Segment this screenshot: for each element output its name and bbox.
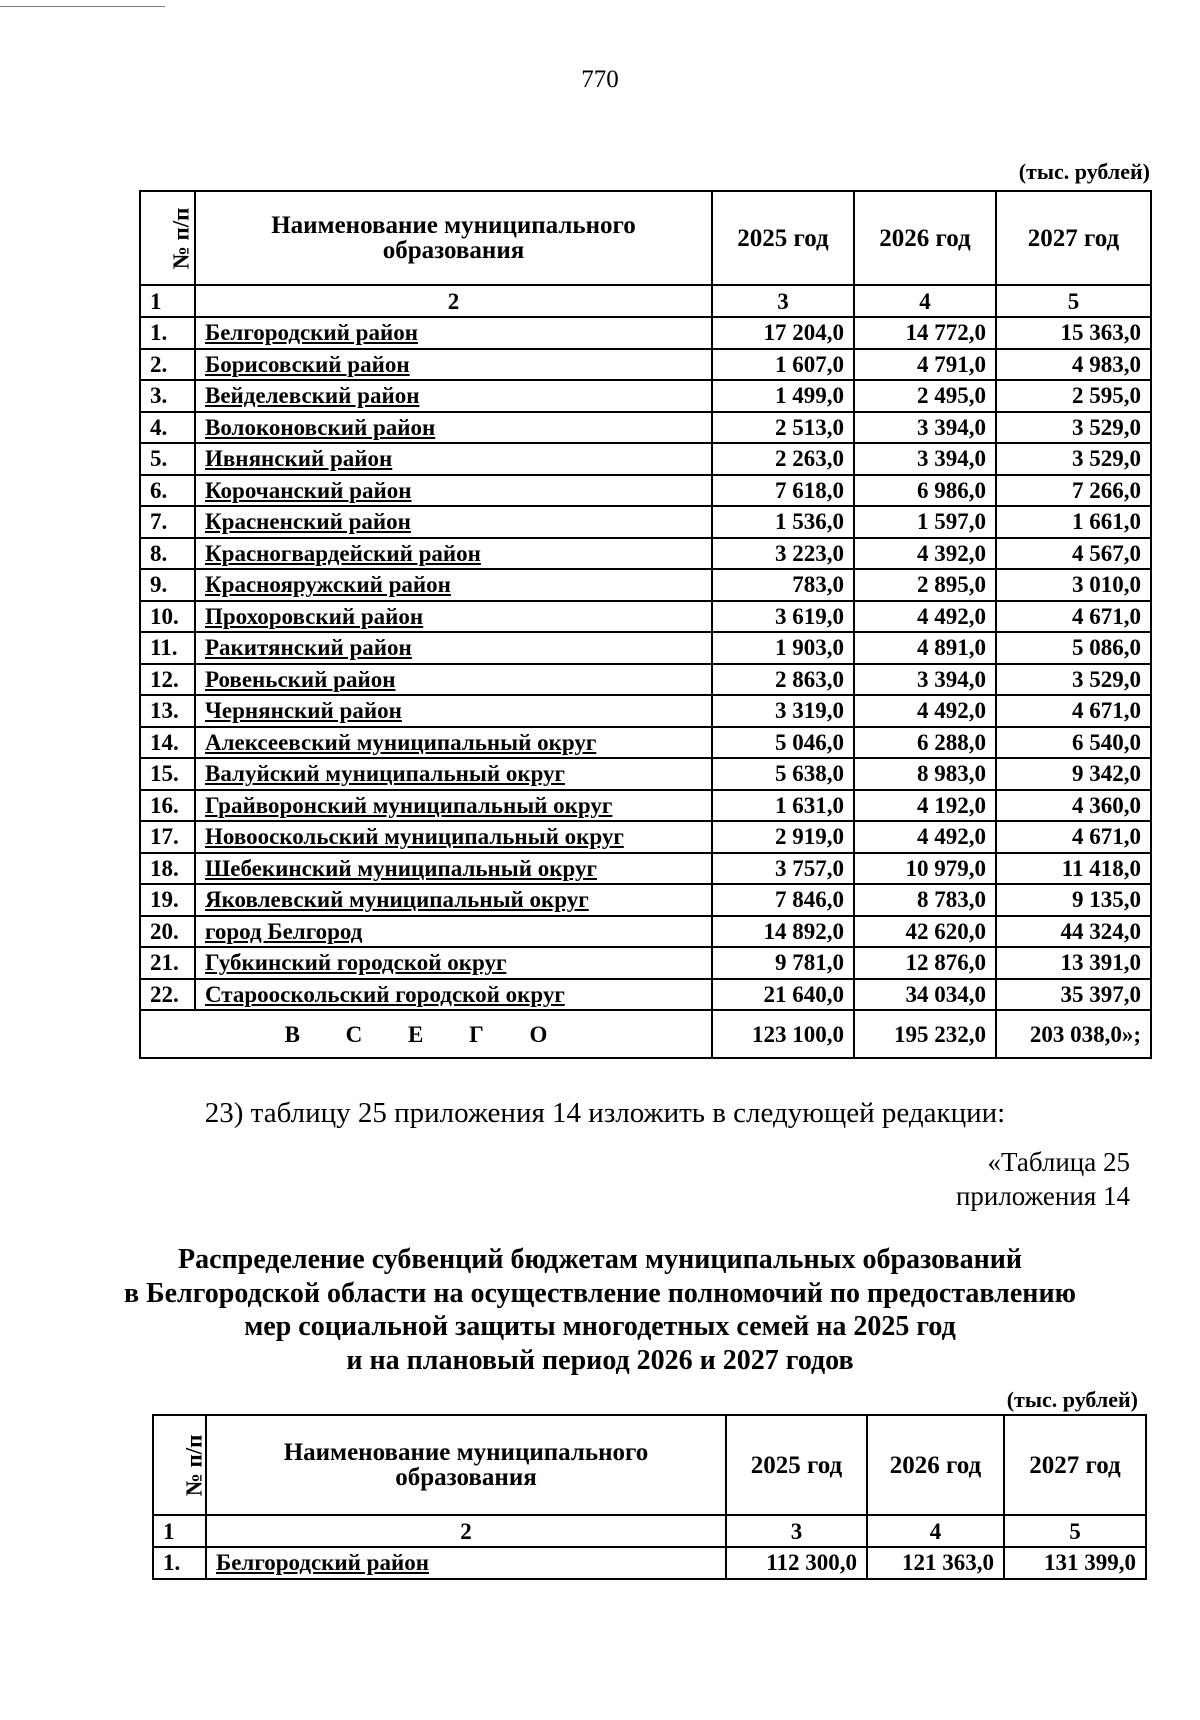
row-number: 1.: [140, 317, 195, 349]
value-2026: 2 895,0: [854, 569, 996, 601]
value-2025: 9 781,0: [712, 947, 854, 979]
table-row: [140, 443, 1151, 475]
row-number: 2.: [140, 349, 195, 381]
value-2027: 3 529,0: [996, 443, 1151, 475]
municipality-name: Красногвардейский район: [195, 538, 712, 570]
table2: [152, 1414, 1147, 1580]
table-row: [140, 916, 1151, 948]
value-2026: 8 983,0: [854, 758, 996, 790]
value-2027: 13 391,0: [996, 947, 1151, 979]
row-number: 19.: [140, 884, 195, 916]
heading-line-4: и на плановый период 2026 и 2027 годов: [346, 1344, 854, 1376]
municipality-name: Шебекинский муниципальный округ: [195, 853, 712, 885]
municipality-name: Чернянский район: [195, 695, 712, 727]
row-number: 15.: [140, 758, 195, 790]
total-2026: 195 232,0: [854, 1010, 996, 1058]
value-2025: 112 300,0: [726, 1547, 867, 1579]
header-2027: 2027 год: [996, 191, 1151, 285]
total-2027: 203 038,0»;: [996, 1010, 1151, 1058]
value-2027: 3 010,0: [996, 569, 1151, 601]
row-number: 9.: [140, 569, 195, 601]
value-2026: 4 891,0: [854, 632, 996, 664]
municipality-name: Краснояружский район: [195, 569, 712, 601]
value-2027: 4 567,0: [996, 538, 1151, 570]
value-2027: 2 595,0: [996, 380, 1151, 412]
page-number: 770: [581, 66, 619, 93]
value-2025: 1 536,0: [712, 506, 854, 538]
value-2026: 4 492,0: [854, 695, 996, 727]
municipality-name: Белгородский район: [195, 317, 712, 349]
amendment-paragraph: 23) таблицу 25 приложения 14 изложить в следующей редакции:: [204, 1097, 1006, 1129]
row-number: 5.: [140, 443, 195, 475]
municipality-name: Корочанский район: [195, 475, 712, 507]
heading-line-3: мер социальной защиты многодетных семей на 2025 год: [244, 1311, 956, 1343]
table1: [139, 190, 1152, 1059]
table-row: [140, 506, 1151, 538]
table-row: [140, 317, 1151, 349]
header-num: № п/п: [140, 191, 195, 285]
table-row: [140, 947, 1151, 979]
value-2025: 1 903,0: [712, 632, 854, 664]
row-number: 18.: [140, 853, 195, 885]
table-row: [140, 790, 1151, 822]
municipality-name: Ивнянский район: [195, 443, 712, 475]
value-2027: 5 086,0: [996, 632, 1151, 664]
value-2025: 1 499,0: [712, 380, 854, 412]
column-numbers-row: 1 2 3 4 5: [153, 1515, 1146, 1547]
table1-unit: (тыс. рублей): [1018, 159, 1150, 184]
value-2025: 17 204,0: [712, 317, 854, 349]
value-2026: 8 783,0: [854, 884, 996, 916]
row-number: 1.: [153, 1547, 206, 1579]
table-row: [140, 979, 1151, 1011]
table1-body: [140, 317, 1151, 1010]
row-number: 7.: [140, 506, 195, 538]
row-number: 21.: [140, 947, 195, 979]
total-row: [140, 1010, 1151, 1058]
value-2027: 4 360,0: [996, 790, 1151, 822]
value-2027: 44 324,0: [996, 916, 1151, 948]
value-2025: 2 919,0: [712, 821, 854, 853]
value-2025: 2 513,0: [712, 412, 854, 444]
table-row: [140, 538, 1151, 570]
municipality-name: Ровеньский район: [195, 664, 712, 696]
value-2025: 14 892,0: [712, 916, 854, 948]
value-2026: 4 392,0: [854, 538, 996, 570]
row-number: 14.: [140, 727, 195, 759]
value-2026: 4 492,0: [854, 821, 996, 853]
table-row: [140, 758, 1151, 790]
total-2025: 123 100,0: [712, 1010, 854, 1058]
table-row: [140, 349, 1151, 381]
value-2025: 1 607,0: [712, 349, 854, 381]
row-number: 11.: [140, 632, 195, 664]
value-2025: 5 046,0: [712, 727, 854, 759]
value-2027: 9 342,0: [996, 758, 1151, 790]
value-2027: 4 671,0: [996, 601, 1151, 633]
value-2027: 11 418,0: [996, 853, 1151, 885]
header-2025: 2025 год: [712, 191, 854, 285]
value-2026: 6 986,0: [854, 475, 996, 507]
table-row: [140, 727, 1151, 759]
table-row: [140, 412, 1151, 444]
table-row: [140, 853, 1151, 885]
value-2025: 7 846,0: [712, 884, 854, 916]
header-2025: 2025 год: [726, 1415, 867, 1515]
municipality-name: Борисовский район: [195, 349, 712, 381]
value-2026: 3 394,0: [854, 664, 996, 696]
table-row: [140, 664, 1151, 696]
value-2025: 1 631,0: [712, 790, 854, 822]
header-2026: 2026 год: [854, 191, 996, 285]
value-2027: 3 529,0: [996, 664, 1151, 696]
row-number: 6.: [140, 475, 195, 507]
value-2026: 3 394,0: [854, 412, 996, 444]
value-2026: 42 620,0: [854, 916, 996, 948]
municipality-name: Валуйский муниципальный округ: [195, 758, 712, 790]
municipality-name: Губкинский городской округ: [195, 947, 712, 979]
municipality-name: Прохоровский район: [195, 601, 712, 633]
total-label: В С Е Г О: [140, 1010, 712, 1058]
value-2025: 2 863,0: [712, 664, 854, 696]
municipality-name: город Белгород: [195, 916, 712, 948]
table2-unit: (тыс. рублей): [1006, 1387, 1138, 1412]
municipality-name: Волоконовский район: [195, 412, 712, 444]
table-row: [140, 380, 1151, 412]
value-2027: 35 397,0: [996, 979, 1151, 1011]
value-2025: 3 319,0: [712, 695, 854, 727]
header-num: № п/п: [153, 1415, 206, 1515]
value-2027: 1 661,0: [996, 506, 1151, 538]
value-2026: 2 495,0: [854, 380, 996, 412]
value-2026: 12 876,0: [854, 947, 996, 979]
municipality-name: Старооскольский городской округ: [195, 979, 712, 1011]
table2-body: [153, 1547, 1146, 1579]
scan-corner-line: [0, 6, 165, 7]
table-row: [140, 569, 1151, 601]
row-number: 10.: [140, 601, 195, 633]
heading-line-1: Распределение субвенций бюджетам муниципальных образований: [178, 1244, 1022, 1275]
value-2025: 21 640,0: [712, 979, 854, 1011]
value-2025: 2 263,0: [712, 443, 854, 475]
row-number: 20.: [140, 916, 195, 948]
table-row: [153, 1547, 1146, 1579]
row-number: 16.: [140, 790, 195, 822]
value-2025: 783,0: [712, 569, 854, 601]
value-2026: 4 791,0: [854, 349, 996, 381]
row-number: 17.: [140, 821, 195, 853]
municipality-name: Белгородский район: [206, 1547, 726, 1579]
table-row: [140, 601, 1151, 633]
value-2027: 6 540,0: [996, 727, 1151, 759]
row-number: 4.: [140, 412, 195, 444]
value-2026: 1 597,0: [854, 506, 996, 538]
value-2027: 4 983,0: [996, 349, 1151, 381]
row-number: 13.: [140, 695, 195, 727]
row-number: 12.: [140, 664, 195, 696]
heading-line-2: в Белгородской области на осуществление полномочий по предоставлению: [124, 1277, 1076, 1309]
row-number: 22.: [140, 979, 195, 1011]
municipality-name: Красненский район: [195, 506, 712, 538]
caption-line-2: приложения 14: [955, 1180, 1130, 1211]
value-2027: 9 135,0: [996, 884, 1151, 916]
value-2027: 4 671,0: [996, 821, 1151, 853]
value-2025: 3 619,0: [712, 601, 854, 633]
header-name: Наименование муниципального образования: [195, 191, 712, 285]
value-2025: 3 757,0: [712, 853, 854, 885]
value-2027: 15 363,0: [996, 317, 1151, 349]
value-2026: 10 979,0: [854, 853, 996, 885]
row-number: 3.: [140, 380, 195, 412]
value-2025: 3 223,0: [712, 538, 854, 570]
header-2027: 2027 год: [1004, 1415, 1146, 1515]
municipality-name: Алексеевский муниципальный округ: [195, 727, 712, 759]
value-2025: 5 638,0: [712, 758, 854, 790]
value-2026: 121 363,0: [867, 1547, 1004, 1579]
value-2027: 7 266,0: [996, 475, 1151, 507]
table-row: [140, 695, 1151, 727]
row-number: 8.: [140, 538, 195, 570]
table-row: [140, 884, 1151, 916]
column-numbers-row: 1 2 3 4 5: [140, 285, 1151, 317]
value-2026: 14 772,0: [854, 317, 996, 349]
municipality-name: Новооскольский муниципальный округ: [195, 821, 712, 853]
municipality-name: Вейделевский район: [195, 380, 712, 412]
header-2026: 2026 год: [867, 1415, 1004, 1515]
header-name: Наименование муниципального образования: [206, 1415, 726, 1515]
value-2027: 4 671,0: [996, 695, 1151, 727]
value-2026: 34 034,0: [854, 979, 996, 1011]
municipality-name: Ракитянский район: [195, 632, 712, 664]
table-row: [140, 632, 1151, 664]
value-2027: 131 399,0: [1004, 1547, 1146, 1579]
municipality-name: Яковлевский муниципальный округ: [195, 884, 712, 916]
value-2027: 3 529,0: [996, 412, 1151, 444]
table-row: [140, 821, 1151, 853]
municipality-name: Грайворонский муниципальный округ: [195, 790, 712, 822]
value-2025: 7 618,0: [712, 475, 854, 507]
value-2026: 4 192,0: [854, 790, 996, 822]
table-caption: [956, 1146, 1130, 1214]
value-2026: 4 492,0: [854, 601, 996, 633]
value-2026: 3 394,0: [854, 443, 996, 475]
value-2026: 6 288,0: [854, 727, 996, 759]
table2-heading: [0, 1243, 1200, 1377]
caption-line-1: «Таблица 25: [987, 1147, 1130, 1177]
table-row: [140, 475, 1151, 507]
